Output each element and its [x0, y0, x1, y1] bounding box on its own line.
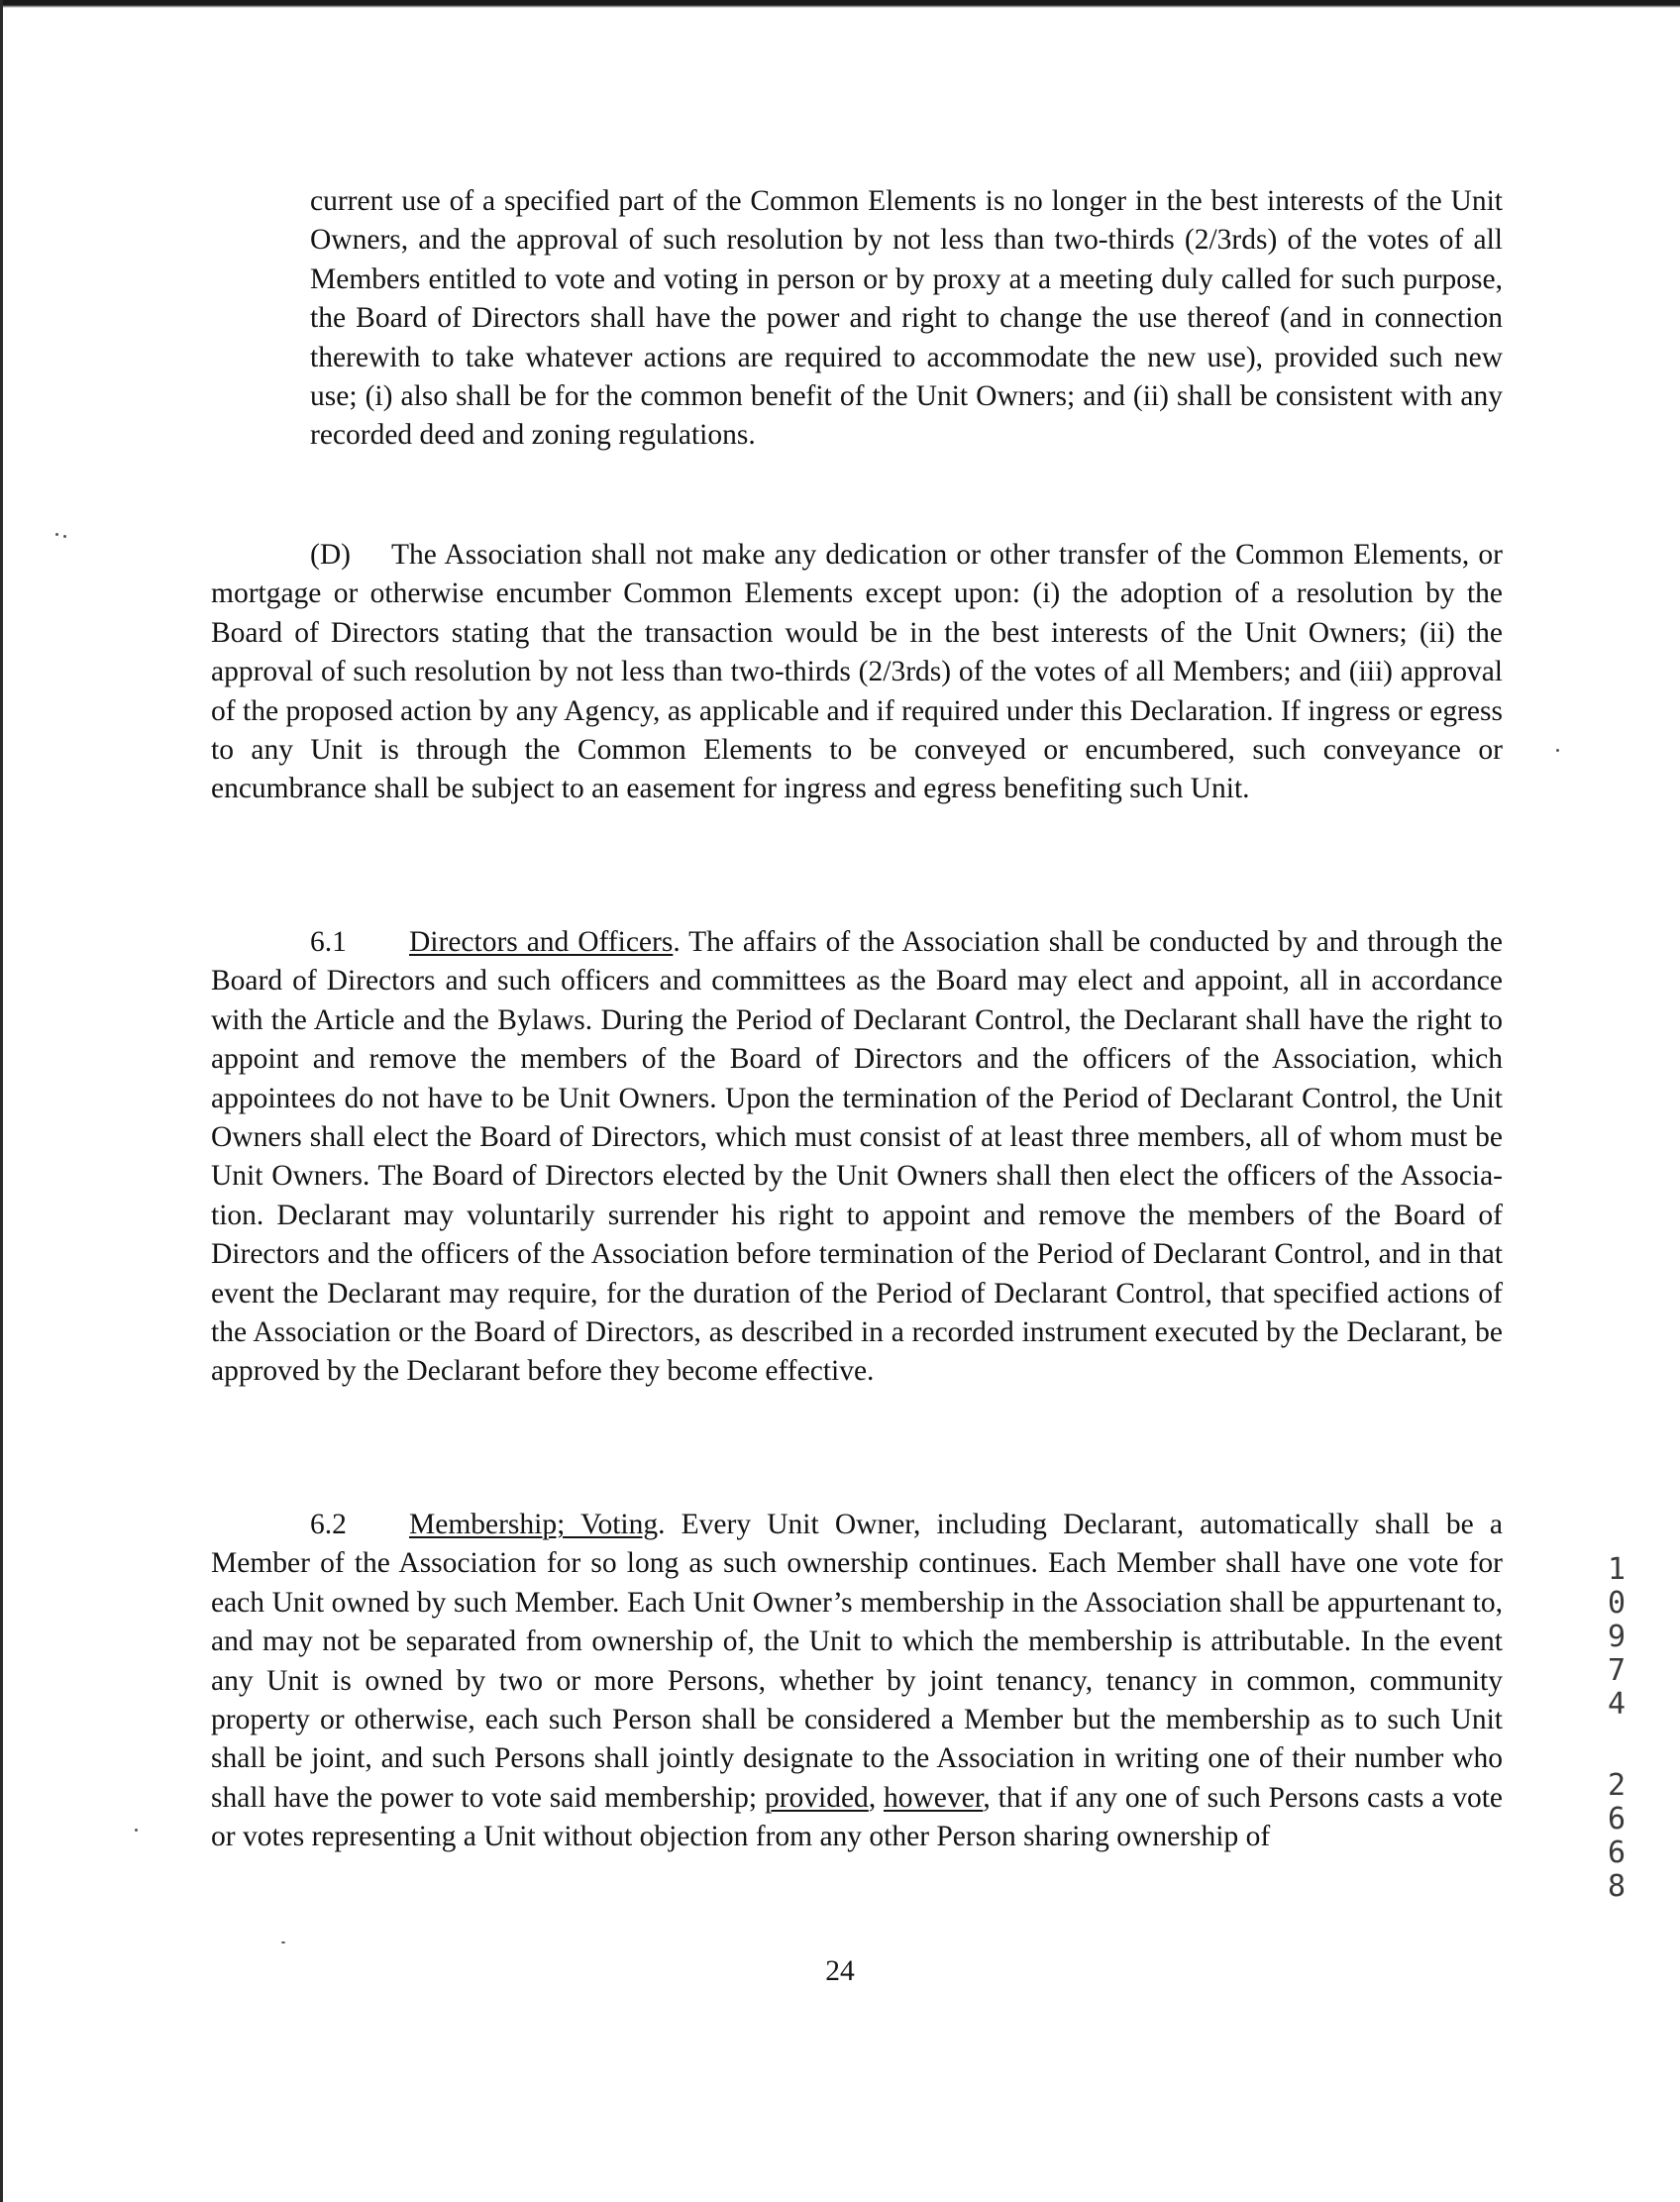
stamp-digit: 4	[1607, 1687, 1627, 1722]
section-6-2-number: 6.2	[310, 1509, 347, 1540]
stamp-digit: 2	[1607, 1768, 1627, 1803]
section-6-1-number: 6.1	[310, 926, 347, 958]
section-6-2-provided: provided	[764, 1781, 869, 1814]
section-6-2-comma: ,	[868, 1781, 884, 1814]
scan-speck	[281, 1941, 285, 1943]
section-6-2-text-a: . Every Unit Owner, including Declarant, automatically shall be a Member of the Association for so long as such ownership continues. Each Member shall have one vote for each Unit owned by such Member. Each Unit Owner’s membership in the Association shall be appurtenant to, and may not be separated from ownership of, the Unit to which the membership is attributable. In the event any Unit is owned by two or more Persons, whether by joint tenancy, tenancy in common, community property or otherwise, each such Person shall be considered a Member but the membership as to such Unit shall be joint, and such Persons shall jointly designate to the Association in writing one of their number who shall have the power to vote said membership;	[211, 1509, 1503, 1814]
page-number: 24	[825, 1955, 855, 1987]
section-6-1	[211, 923, 1503, 1392]
stamp-digit: 6	[1607, 1835, 1627, 1870]
section-6-2-however: however	[884, 1781, 984, 1814]
paragraph-d	[211, 536, 1503, 809]
paragraph-d-marker: (D)	[310, 539, 351, 571]
scan-edge-top	[0, 0, 1680, 8]
section-6-2-text-b: , that if any one of such Persons casts a vote or votes representing a Unit without objection from any other Person sharing ownership of	[211, 1781, 1503, 1853]
section-6-2	[211, 1506, 1503, 1857]
section-6-1-heading: Directors and Officers	[409, 926, 674, 958]
paragraph-c-continued	[310, 182, 1503, 456]
scan-speck	[63, 535, 66, 538]
side-stamp	[1602, 1553, 1631, 1904]
stamp-digit: 9	[1607, 1620, 1627, 1654]
stamp-gap	[1602, 1722, 1631, 1769]
paragraph-d-text: The Association shall not make any dedication or other transfer of the Common Elements, or mortgage or otherwise encumber Common Elements except upon: (i) the adoption of a resolution by the Board of Directors stating that the transaction would be in the best interests of the Unit Owners; (ii) the approval of such resolution by not less than two-thirds (2/3rds) of the votes of all Members; and (iii) approval of the proposed action by any Agency, as applicable and if required under this Declaration. If ingress or egress to any Unit is through the Common Elements to be conveyed or encumbered, such conveyance or encumbrance shall be subject to an easement for ingress and egress benefiting such Unit.	[211, 539, 1503, 805]
scan-edge-left	[0, 0, 3, 2202]
stamp-digit: 0	[1607, 1586, 1627, 1621]
stamp-digit: 1	[1607, 1552, 1627, 1587]
paragraph-c-text: current use of a specified part of the Common Elements is no longer in the best interests of the Unit Owners, and the approval of such resolution by not less than two-thirds (2/3rds) of the votes of all Members entitled to vote and voting in person or by proxy at a meeting duly called for such purpose, the Board of Directors shall have the power and right to change the use thereof (and in connection therewith to take whatever actions are required to accommodate the new use), provided such new use; (i) also shall be for the common benefit of the Unit Owners; and (ii) shall be consistent with any recorded deed and zoning regulations.	[310, 185, 1503, 452]
stamp-digit: 7	[1607, 1653, 1627, 1688]
scan-speck	[1556, 749, 1559, 752]
stamp-digit: 6	[1607, 1802, 1627, 1836]
section-6-2-heading: Membership; Voting	[409, 1509, 659, 1540]
scan-speck	[55, 533, 58, 536]
scan-speck	[135, 1829, 138, 1832]
section-6-1-text: . The affairs of the Association shall be conducted by and through the Board of Directors and such officers and committees as the Board may elect and appoint, all in accordance with the Article and the Bylaws. During the Period of Declarant Control, the Declarant shall have the right to appoint and remove the members of the Board of Directors and the officers of the Association, which appointees do not have to be Unit Owners. Upon the termination of the Period of Declarant Control, the Unit Owners shall elect the Board of Directors, which must consist of at least three members, all of whom must be Unit Owners. The Board of Directors elected by the Unit Owners shall then elect the officers of the Associa-tion. Declarant may voluntarily surrender his right to appoint and remove the members of the Board of Directors and the officers of the Association before termination of the Period of Declarant Control, and in that event the Declarant may require, for the duration of the Period of Declarant Control, that specified actions of the Association or the Board of Directors, as described in a recorded instrument executed by the Declarant, be approved by the Declarant before they become effective.	[211, 926, 1503, 1388]
stamp-digit: 8	[1607, 1869, 1627, 1904]
